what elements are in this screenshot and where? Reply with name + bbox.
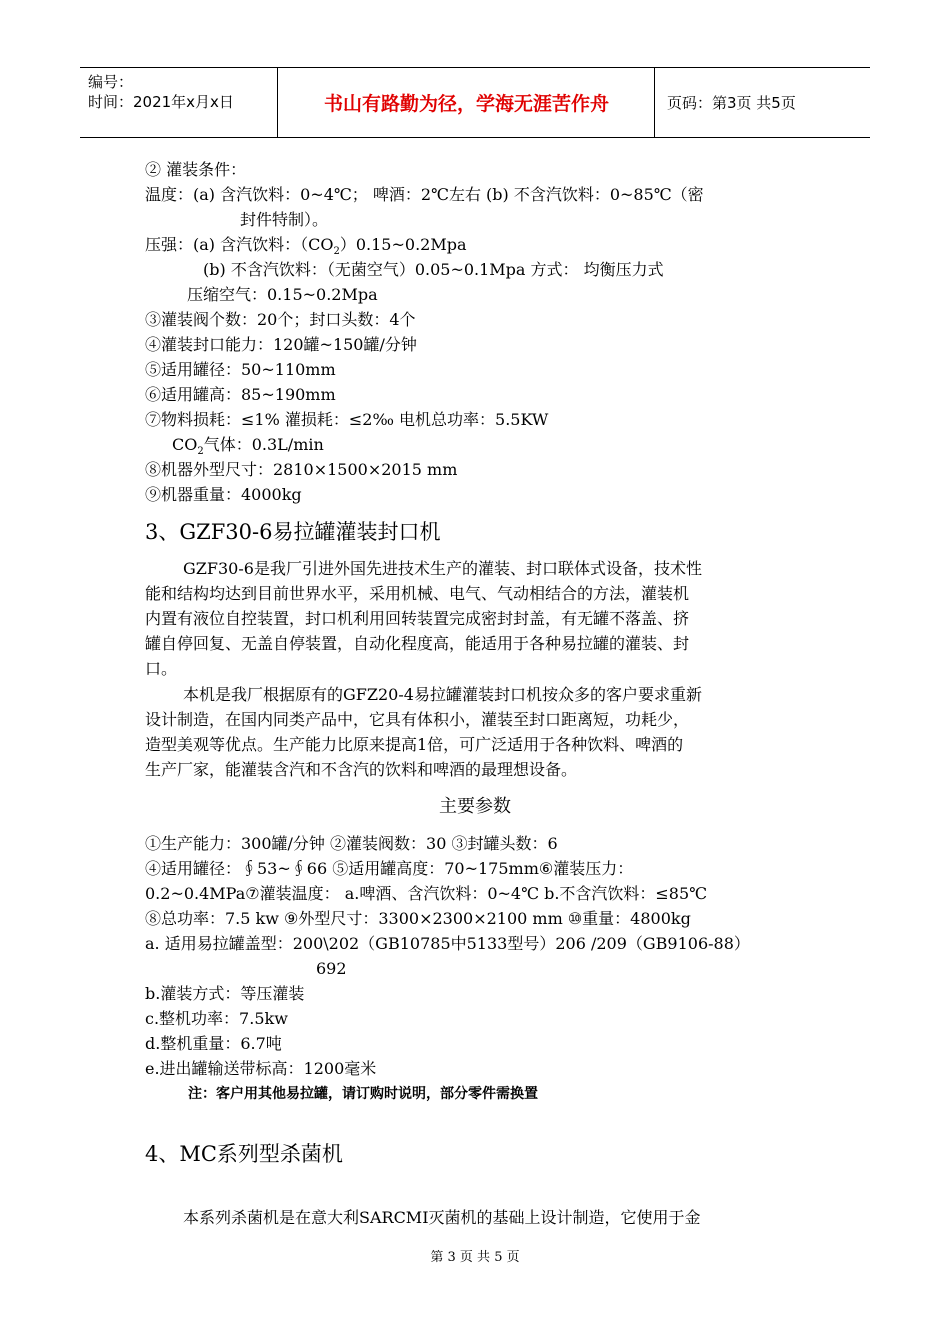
section-3-p2-line: 本机是我厂根据原有的GFZ20-4易拉罐灌装封口机按众多的客户要求重新 bbox=[183, 685, 702, 704]
header-meta bbox=[80, 68, 278, 137]
params-line: ④适用罐径：∮53~∮66 ⑤适用罐高度：70~175mm⑥灌装压力： bbox=[145, 859, 634, 878]
section-4-p1: 本系列杀菌机是在意大利SARCMI灭菌机的基础上设计制造，它使用于金 bbox=[183, 1208, 701, 1227]
section-3-p1-line: GZF30-6是我厂引进外国先进技术生产的灌装、封口联体式设备，技术性 bbox=[183, 559, 702, 578]
section-3-p1-line: 内置有液位自控装置，封口机利用回转装置完成密封封盖，有无罐不落盖、挤 bbox=[145, 609, 690, 628]
section-3-p2-line: 造型美观等优点。生产能力比原来提高1倍，可广泛适用于各种饮料、啤酒的 bbox=[145, 735, 684, 754]
pressure-line-2: (b) 不含汽饮料：（无菌空气）0.05~0.1Mpa 方式： 均衡压力式 bbox=[203, 260, 664, 279]
section-3-title: 3、GZF30-6易拉罐灌装封口机 bbox=[145, 520, 441, 544]
co2-consumption: $CO_2$气体：0.3L/min bbox=[172, 435, 324, 458]
section-3-p1-line: 罐自停回复、无盖自停装置，自动化程度高，能适用于各种易拉罐的灌装、封 bbox=[145, 634, 690, 653]
machine-dimensions: ⑧机器外型尺寸：2810×1500×2015 mm bbox=[145, 460, 458, 479]
spec-d: d.整机重量：6.7吨 bbox=[145, 1034, 282, 1053]
spec-e: e.进出罐输送带标高：1200毫米 bbox=[145, 1059, 377, 1078]
pressure-line-1: 压强：(a) 含汽饮料：$(CO_2)0.15\sim 0.2Mpa$ bbox=[145, 235, 467, 258]
section-3-p2-line: 设计制造，在国内同类产品中，它具有体积小，灌装至封口距离短，功耗少， bbox=[145, 710, 690, 729]
header-page-info: 页码：第3页 共5页 bbox=[667, 94, 796, 112]
header-number: 编号： bbox=[88, 73, 134, 91]
fill-capacity: ④灌装封口能力：120罐~150罐/分钟 bbox=[145, 335, 417, 354]
params-title: 主要参数 bbox=[439, 796, 511, 817]
valve-count: ③灌装阀个数：20个；封口头数：4个 bbox=[145, 310, 416, 329]
spec-a: a. 适用易拉罐盖型：200\202（GB10785中5133型号）206 /209（GB9106-88） bbox=[145, 934, 750, 953]
temperature-line-2: 封件特制）。 bbox=[240, 210, 329, 229]
spec-b: b.灌装方式：等压灌装 bbox=[145, 984, 305, 1003]
params-line: ⑧总功率：7.5 kw ⑨外型尺寸：3300×2300×2100 mm ⑩重量：4800kg bbox=[145, 909, 691, 928]
section-3-p1-line: 口。 bbox=[145, 659, 178, 678]
header-motto: 书山有路勤为径，学海无涯苦作舟 bbox=[279, 68, 655, 137]
header-time: 时间：2021年x月x日 bbox=[88, 93, 234, 111]
fill-conditions-heading: ② 灌装条件： bbox=[145, 160, 247, 179]
pressure-line-3: 压缩空气：0.15~0.2Mpa bbox=[187, 285, 378, 304]
spec-a-continued: 692 bbox=[316, 959, 347, 978]
params-line: 0.2~0.4MPa⑦灌装温度： a.啤酒、含汽饮料：0~4℃ b.不含汽饮料：≤85℃ bbox=[145, 884, 708, 903]
params-line: ①生产能力：300罐/分钟 ②灌装阀数：30 ③封罐头数：6 bbox=[145, 834, 558, 853]
section-4-title: 4、MC系列型杀菌机 bbox=[145, 1142, 343, 1166]
page-footer: 第 3 页 共 5 页 bbox=[430, 1250, 520, 1265]
can-height: ⑥适用罐高：85~190mm bbox=[145, 385, 336, 404]
material-loss: ⑦物料损耗：≤1% 灌损耗：≤2‰ 电机总功率：5.5KW bbox=[145, 410, 549, 429]
page-header bbox=[80, 67, 870, 138]
machine-weight: ⑨机器重量：4000kg bbox=[145, 485, 302, 504]
temperature-line-1: 温度：(a) 含汽饮料：0~4℃； 啤酒：2℃左右 (b) 不含汽饮料：0~85℃（密 bbox=[145, 185, 704, 204]
spec-c: c.整机功率：7.5kw bbox=[145, 1009, 288, 1028]
customer-note: 注：客户用其他易拉罐，请订购时说明，部分零件需换置 bbox=[188, 1086, 538, 1102]
section-3-p1-line: 能和结构均达到目前世界水平，采用机械、电气、气动相结合的方法，灌装机 bbox=[145, 584, 690, 603]
can-diameter: ⑤适用罐径：50~110mm bbox=[145, 360, 336, 379]
section-3-p2-line: 生产厂家，能灌装含汽和不含汽的饮料和啤酒的最理想设备。 bbox=[145, 760, 578, 779]
